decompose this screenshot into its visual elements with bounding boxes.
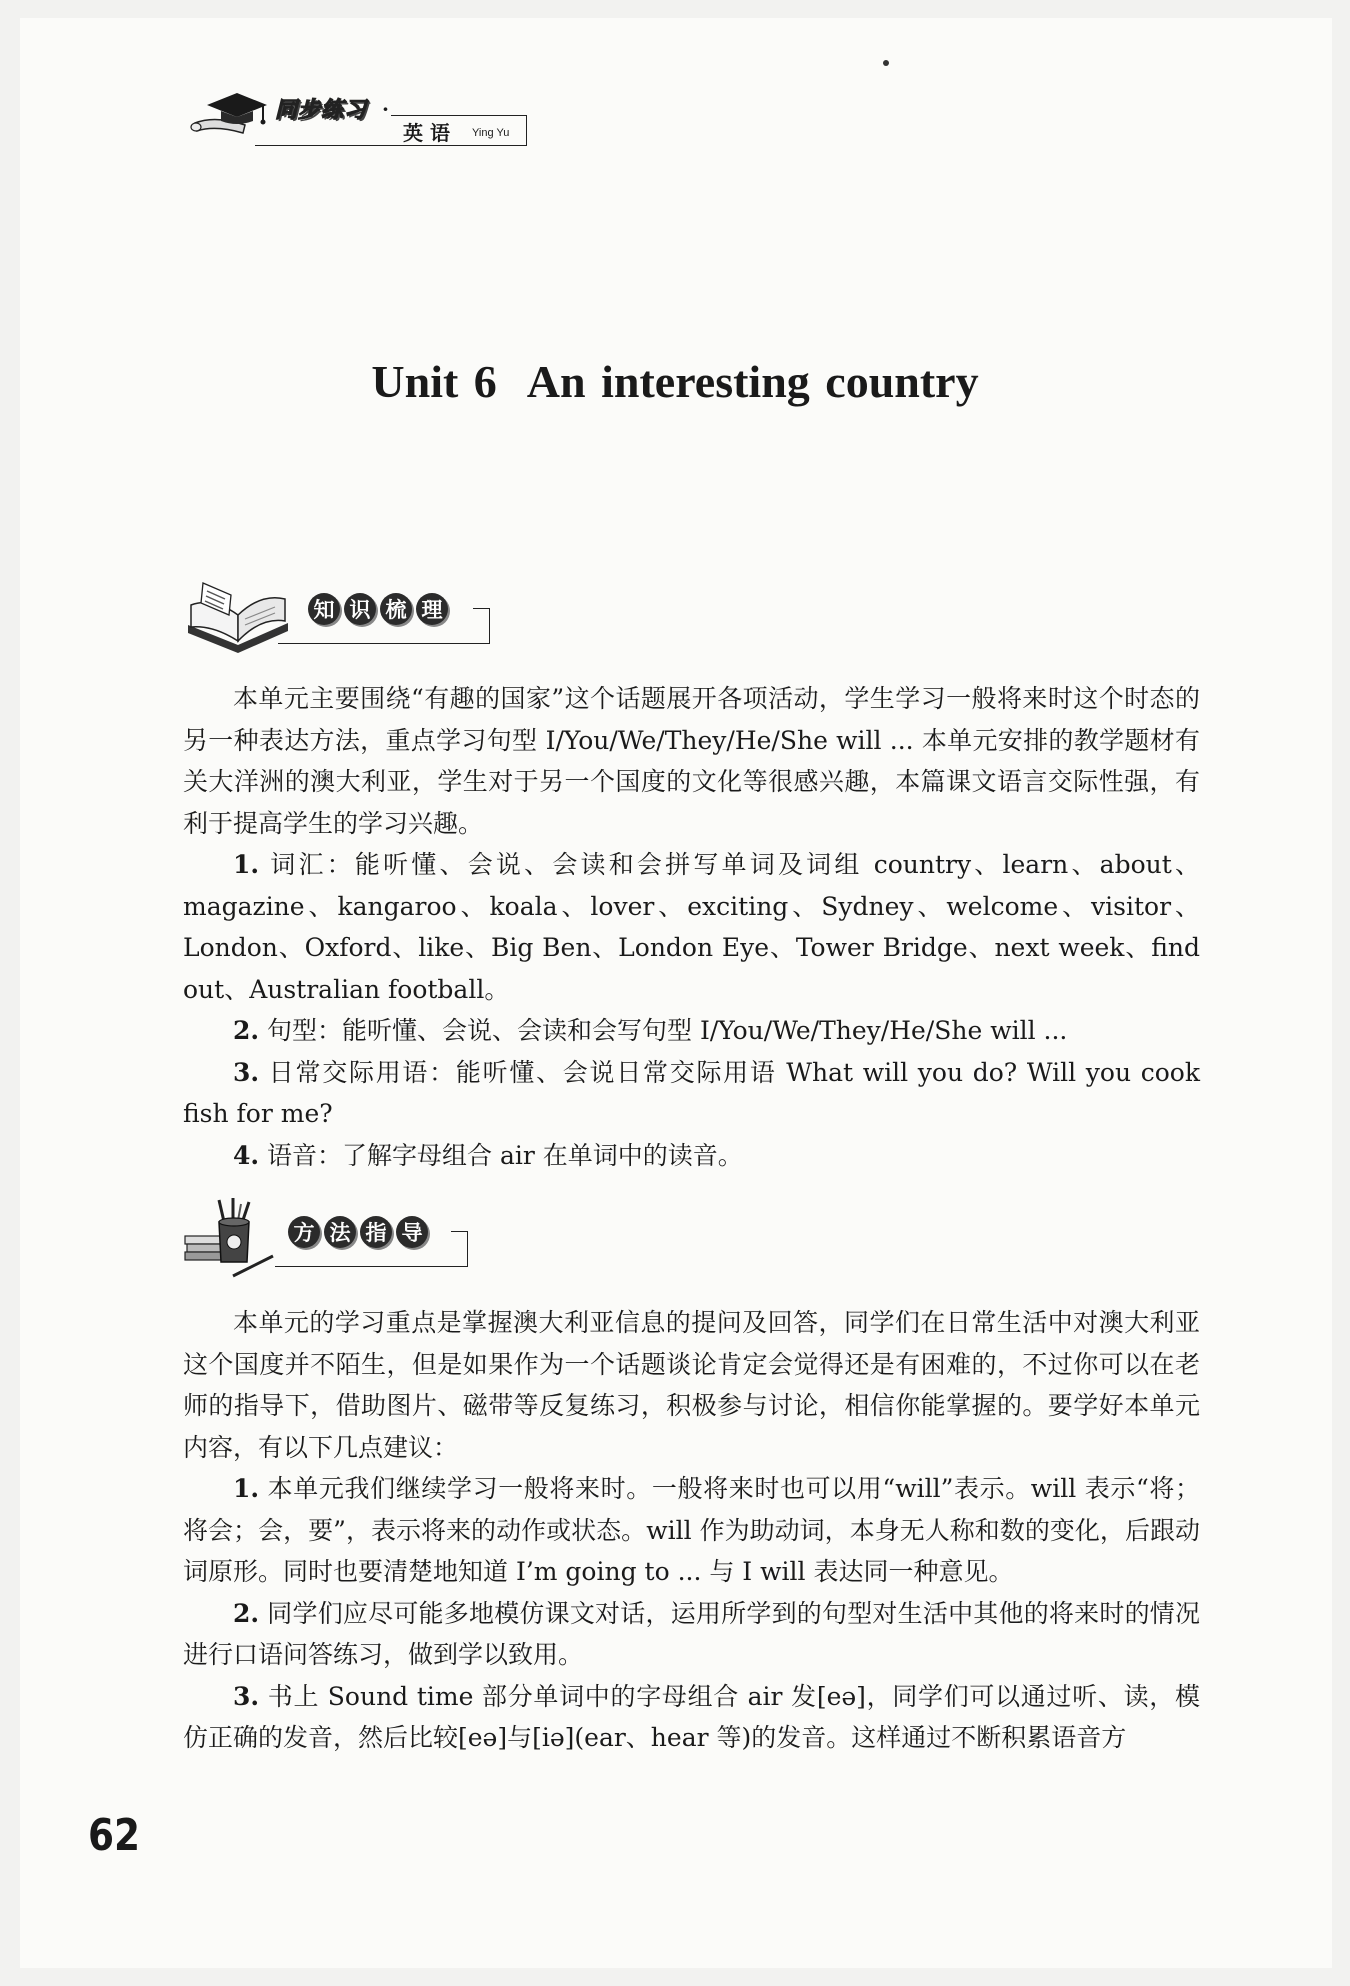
badge-char: 知 xyxy=(308,593,340,625)
section-heading-knowledge xyxy=(183,575,503,655)
item-text: 同学们应尽可能多地模仿课文对话，运用所学到的句型对生活中其他的将来时的情况进行口语问答练习，做到学以致用。 xyxy=(183,1598,1200,1669)
subject-label: 英 语 xyxy=(403,121,450,145)
subject-pinyin: Ying Yu xyxy=(472,127,510,139)
stray-dot xyxy=(883,60,889,66)
section-rule-top xyxy=(451,1231,468,1232)
method-text xyxy=(183,1302,1200,1759)
item-number: 1. xyxy=(233,1474,260,1503)
method-item xyxy=(183,1676,1200,1759)
pencil-cup-icon xyxy=(183,1198,283,1278)
badge-char: 理 xyxy=(416,593,448,625)
item-number: 4. xyxy=(233,1140,260,1170)
knowledge-item xyxy=(183,844,1200,1010)
section-badges xyxy=(288,1216,428,1248)
item-number: 1. xyxy=(233,850,260,879)
series-title: 同步练习 xyxy=(275,98,368,123)
section-heading-method xyxy=(183,1198,483,1278)
knowledge-item xyxy=(183,1010,1200,1052)
item-text: 日常交际用语：能听懂、会说日常交际用语 What will you do? Will you cook fish for me? xyxy=(183,1057,1200,1128)
method-item xyxy=(183,1593,1200,1676)
section-rule-top xyxy=(473,608,490,609)
open-book-icon xyxy=(183,575,293,655)
item-number: 2. xyxy=(233,1598,260,1628)
badge-char: 导 xyxy=(396,1216,428,1248)
item-number: 3. xyxy=(233,1057,260,1087)
knowledge-text xyxy=(183,678,1200,1176)
item-text: 书上 Sound time 部分单词中的字母组合 air 发[eə]，同学们可以通过听、读，模仿正确的发音，然后比较[eə]与[iə](ear、hear 等)的发音。这样通过不断积累语音方 xyxy=(183,1681,1200,1752)
running-header xyxy=(185,85,545,155)
item-text: 语音：了解字母组合 air 在单词中的读音。 xyxy=(259,1140,743,1170)
item-text: 本单元我们继续学习一般将来时。一般将来时也可以用“will”表示。will 表示“将；将会；会，要”，表示将来的动作或状态。will 作为助动词，本身无人称和数的变化，后跟动词原形。同时也要清楚地知道 I’m going to ... 与 I will 表达同一种意见。 xyxy=(183,1474,1200,1586)
header-rule xyxy=(255,145,527,146)
knowledge-item xyxy=(183,1052,1200,1135)
method-item xyxy=(183,1468,1200,1593)
section-rule-end xyxy=(489,608,490,644)
knowledge-item xyxy=(183,1135,1200,1177)
section-badges xyxy=(308,593,448,625)
badge-char: 方 xyxy=(288,1216,320,1248)
page-number: 62 xyxy=(88,1810,141,1861)
unit-title xyxy=(0,355,1350,408)
item-number: 2. xyxy=(233,1016,260,1045)
unit-number: Unit 6 xyxy=(371,356,497,407)
section-rule xyxy=(275,1266,468,1267)
header-rule-end xyxy=(526,115,527,146)
badge-char: 法 xyxy=(324,1216,356,1248)
knowledge-intro: 本单元主要围绕“有趣的国家”这个话题展开各项活动，学生学习一般将来时这个时态的另一种表达方法，重点学习句型 I/You/We/They/He/She will ... 本单元安排的教学题材有关大洋洲的澳大利亚，学生对于另一个国度的文化等很感兴趣，本篇课文语言交际性强，有利于提高学生的学习兴趣。 xyxy=(183,684,1200,838)
badge-char: 指 xyxy=(360,1216,392,1248)
method-intro: 本单元的学习重点是掌握澳大利亚信息的提问及回答，同学们在日常生活中对澳大利亚这个国度并不陌生，但是如果作为一个话题谈论肯定会觉得还是有困难的，不过你可以在老师的指导下，借助图片、磁带等反复练习，积极参与讨论，相信你能掌握的。要学好本单元内容，有以下几点建议： xyxy=(183,1308,1200,1462)
badge-char: 梳 xyxy=(380,593,412,625)
item-text: 句型：能听懂、会说、会读和会写句型 I/You/We/They/He/She will ... xyxy=(259,1016,1068,1045)
graduation-cap-icon xyxy=(185,85,285,145)
unit-name: An interesting country xyxy=(526,356,979,407)
section-rule xyxy=(278,643,490,644)
header-rule-top xyxy=(391,115,527,116)
header-dot: · xyxy=(382,97,389,121)
section-rule-end xyxy=(467,1231,468,1267)
item-number: 3. xyxy=(233,1681,260,1711)
item-text: 词汇：能听懂、会说、会读和会拼写单词及词组 country、learn、about、magazine、kangaroo、koala、lover、exciting、Sydney、welcome、visitor、London、Oxford、like、Big Ben、London Eye、Tower Bridge、next week、find out、Australian football。 xyxy=(183,850,1200,1004)
badge-char: 识 xyxy=(344,593,376,625)
